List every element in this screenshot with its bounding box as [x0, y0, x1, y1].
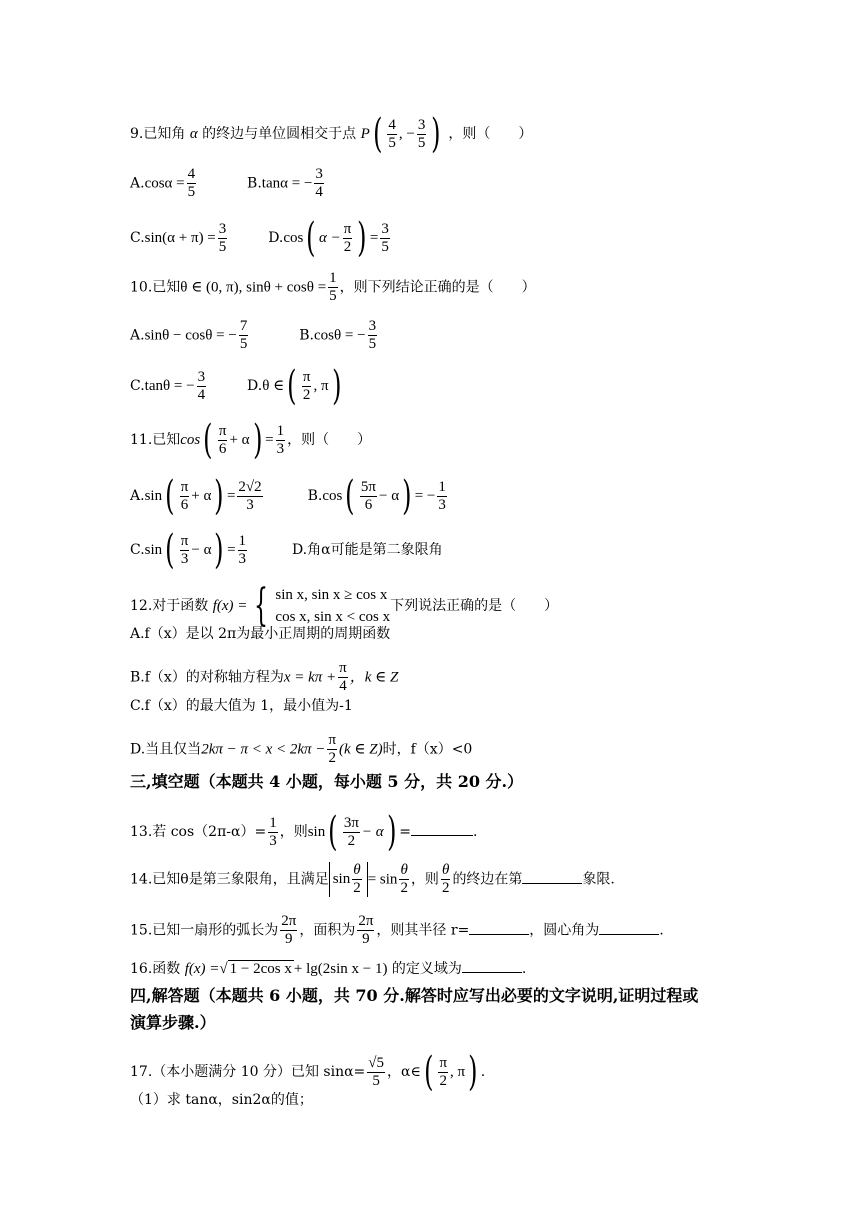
denominator: 3: [269, 832, 277, 849]
fraction: [268, 815, 278, 850]
paren: ): [468, 1049, 478, 1095]
q9-options-ab: [130, 166, 326, 201]
text: 象限.: [582, 871, 615, 888]
denominator: 6: [180, 496, 189, 513]
q16: [130, 958, 526, 979]
denominator: 9: [362, 931, 370, 947]
numerator: 3: [315, 166, 323, 182]
q10-options-ab: [130, 318, 379, 353]
text: 13.若 cos（2π-α）=: [130, 824, 267, 840]
text: ，圆心角为: [529, 922, 600, 939]
text: ，则: [410, 871, 439, 888]
expr: cos: [322, 488, 343, 504]
q10-stem: [130, 270, 536, 305]
paren: (: [328, 809, 338, 855]
text: 17.（本小题满分 10 分）已知 sinα=: [130, 1064, 366, 1080]
expr: f(x) =: [184, 961, 220, 977]
numerator: π: [339, 660, 347, 676]
expr: x = kπ +: [283, 669, 337, 686]
fraction: [302, 369, 312, 404]
expr: =: [369, 230, 379, 246]
text: .: [659, 922, 664, 939]
option-label: A.: [130, 175, 145, 192]
expr: + lg(2sin x − 1): [293, 961, 388, 977]
denominator: 2: [302, 386, 311, 403]
option-label: B.: [247, 175, 262, 192]
text: D.当且仅当: [130, 741, 202, 758]
q11-options-ab: [130, 473, 449, 519]
text: 16.函数: [130, 961, 181, 977]
text: 12.对于函数: [130, 598, 209, 614]
fraction: [387, 117, 397, 152]
text: 14.已知θ是第三象限角，且满足: [130, 871, 329, 888]
expr: cos: [180, 432, 201, 448]
denominator: 4: [315, 184, 323, 200]
q13: [130, 809, 478, 855]
denominator: 2: [439, 1072, 447, 1089]
fraction: [187, 166, 197, 201]
text: 的终边在第: [452, 871, 523, 888]
paren: (: [372, 111, 383, 157]
text: ，则（ ）: [287, 432, 372, 448]
expr: sin(α + π) =: [144, 230, 216, 246]
denominator: 3: [276, 440, 285, 457]
radicand: 1 − 2cos x: [229, 961, 292, 977]
answer-blank[interactable]: [411, 821, 473, 836]
numerator: π: [439, 1054, 448, 1071]
fraction: [180, 479, 190, 514]
q12-stem: [130, 580, 559, 631]
fraction: [218, 221, 228, 256]
q14: [130, 862, 615, 897]
option-label: B.: [307, 488, 323, 504]
numerator: 3: [381, 220, 389, 237]
fraction: [238, 533, 248, 568]
q17: [130, 1049, 486, 1095]
expr: α −: [318, 230, 341, 246]
denominator: 6: [218, 440, 227, 457]
numerator: 3: [218, 220, 227, 237]
option-label: D.: [247, 378, 263, 394]
q17-sub1: （1）求 tanα，sin2α的值；: [130, 1092, 313, 1108]
numerator: θ: [442, 862, 450, 878]
denominator: 2: [343, 238, 352, 255]
expr: − α: [379, 488, 400, 504]
denominator: 2: [441, 880, 450, 896]
text: ，面积为: [299, 922, 356, 939]
q9-options-cd: [130, 215, 392, 261]
numerator: π: [180, 478, 189, 495]
answer-blank[interactable]: [462, 958, 522, 973]
denominator: 5: [218, 238, 227, 255]
paren: ): [357, 215, 367, 261]
paren: (: [306, 215, 316, 261]
expr: sinθ − cosθ = −: [144, 327, 237, 344]
section-heading: 四,解答题（本题共 6 小题，共 70 分.解答时应写出必要的文字说明,证明过程或: [130, 986, 699, 1005]
text: ，α∈: [387, 1064, 421, 1080]
q12-option-c: [130, 696, 353, 716]
fraction: [399, 862, 409, 897]
denominator: 5: [381, 238, 389, 255]
brace: {: [254, 580, 269, 631]
fraction: [197, 369, 207, 404]
fraction: [239, 318, 249, 353]
numerator: 7: [239, 318, 248, 334]
text: =: [399, 824, 411, 840]
text: .: [521, 961, 527, 977]
denominator: 5: [417, 134, 426, 151]
paren: (: [165, 527, 175, 573]
numerator: 5π: [360, 478, 376, 495]
expr: f(x) =: [212, 598, 248, 614]
numerator: π: [302, 368, 311, 385]
expr: θ ∈: [262, 378, 285, 394]
expr: + α: [191, 488, 212, 504]
numerator: 4: [388, 116, 396, 133]
text: 的定义域为: [391, 961, 462, 977]
denominator: 9: [285, 931, 293, 947]
fraction: [380, 221, 390, 256]
text: ，则下列结论正确的是（ ）: [339, 279, 536, 296]
numerator: π: [328, 732, 337, 748]
option-label: C.: [130, 230, 145, 246]
expr: (k ∈ Z): [339, 741, 383, 758]
option-label: A.: [130, 327, 145, 344]
expr: cos: [283, 230, 304, 246]
denominator: 2: [353, 880, 361, 896]
expr: , π: [313, 378, 329, 394]
fraction: [314, 166, 324, 201]
text: 10.已知: [130, 279, 181, 296]
fraction: [218, 423, 228, 458]
fraction: [237, 479, 262, 514]
paren: ): [331, 363, 342, 409]
text: ，则其半径 r=: [376, 922, 470, 939]
text: ，则: [279, 824, 308, 840]
text: 11.已知: [130, 432, 181, 448]
expr: cosθ = −: [313, 327, 366, 344]
q15: [130, 913, 664, 948]
expr: =: [265, 432, 274, 448]
denominator: 3: [246, 496, 254, 513]
paren: ): [214, 473, 224, 519]
denominator: 3: [238, 550, 247, 567]
expr: − α: [191, 542, 212, 558]
numerator: √5: [368, 1054, 385, 1071]
fraction: [357, 913, 374, 948]
numerator: 3: [368, 318, 377, 334]
fraction: [438, 1055, 448, 1090]
point-label: P: [360, 126, 370, 142]
expr: , π: [450, 1064, 466, 1080]
fraction: [338, 660, 348, 695]
numerator: 1: [438, 478, 446, 495]
fraction: [343, 221, 353, 256]
expr: cosα =: [144, 175, 185, 192]
option-a: A.f（x）是以 2π为最小正周期的周期函数: [130, 626, 391, 642]
denominator: 5: [368, 336, 377, 352]
paren: ): [252, 417, 263, 463]
fraction: [441, 862, 451, 897]
fraction: [437, 479, 447, 514]
text: 的终边与单位圆相交于点: [202, 126, 357, 142]
expr: θ ∈ (0, π), sinθ + cosθ =: [180, 279, 327, 296]
expr: sin: [144, 542, 163, 558]
option-d: D.角α可能是第二象限角: [291, 542, 443, 558]
section-heading-cont: 演算步骤.）: [130, 1013, 216, 1032]
expr: =: [226, 488, 236, 504]
text: ，则（ ）: [448, 126, 533, 142]
option-label: B.: [299, 327, 314, 344]
denominator: 5: [239, 336, 248, 352]
expr: = sin: [367, 871, 398, 888]
expr: − α: [361, 824, 384, 840]
fraction: [180, 533, 190, 568]
answer-blank[interactable]: [469, 920, 529, 935]
numerator: 1: [329, 270, 337, 286]
expr: tanα = −: [261, 175, 313, 192]
paren: ): [386, 809, 397, 855]
q12-option-b: [130, 660, 398, 695]
numerator: 1: [276, 422, 285, 439]
fraction: [328, 270, 338, 305]
option-label: C.: [130, 378, 145, 394]
expr: sin: [332, 870, 351, 887]
numerator: 4: [187, 166, 196, 182]
expr: =: [227, 542, 236, 558]
numerator: 3π: [343, 814, 359, 831]
sqrt-sign: √: [219, 961, 228, 977]
comma: , −: [398, 126, 415, 142]
numerator: 3: [197, 368, 206, 385]
expr: sin: [307, 824, 326, 840]
denominator: 4: [197, 386, 206, 403]
fraction: [367, 1055, 385, 1090]
paren: (: [423, 1049, 434, 1095]
expr: ，k ∈ Z: [349, 669, 399, 686]
denominator: 5: [329, 288, 337, 304]
q12-option-d: [130, 732, 472, 767]
case: cos x, sin x < cos x: [275, 609, 391, 625]
text: 下列说法正确的是（ ）: [390, 598, 559, 614]
numerator: π: [343, 220, 352, 237]
text: 15.已知一扇形的弧长为: [130, 922, 279, 939]
paren: (: [287, 363, 297, 409]
fraction: [417, 117, 427, 152]
fraction: [276, 423, 286, 458]
q11-stem: [130, 417, 372, 463]
paren: ): [214, 527, 224, 573]
option-label: A.: [130, 488, 145, 504]
paren: (: [345, 473, 355, 519]
numerator: 2π: [358, 913, 374, 929]
numerator: π: [180, 532, 189, 549]
paren: (: [165, 473, 175, 519]
denominator: 3: [180, 550, 189, 567]
denominator: 3: [438, 496, 446, 513]
denominator: 5: [372, 1072, 380, 1089]
numerator: 1: [238, 532, 247, 549]
denominator: 5: [187, 184, 196, 200]
denominator: 2: [328, 750, 336, 766]
expr: = −: [414, 488, 436, 504]
expr: + α: [229, 432, 250, 448]
denominator: 6: [364, 496, 373, 513]
answer-blank[interactable]: [522, 869, 582, 884]
text: .: [473, 824, 478, 840]
expr: 2kπ − π < x < 2kπ −: [201, 741, 326, 758]
numerator: θ: [353, 862, 361, 878]
fraction: [368, 318, 378, 353]
alpha-symbol: α: [189, 126, 198, 142]
absolute-value: [329, 862, 368, 897]
numerator: π: [218, 422, 227, 439]
option-label: C.: [130, 542, 145, 558]
denominator: 5: [388, 134, 396, 151]
numerator: 1: [269, 814, 277, 831]
q10-options-cd: [130, 363, 344, 409]
numerator: θ: [400, 862, 408, 878]
text: 时，f（x）<0: [382, 741, 473, 758]
expr: tanθ = −: [144, 378, 195, 394]
option-label: D.: [268, 230, 284, 246]
fraction: [327, 732, 337, 767]
denominator: 2: [347, 832, 356, 849]
denominator: 2: [400, 880, 408, 896]
text: .: [480, 1064, 486, 1080]
answer-blank[interactable]: [599, 920, 659, 935]
numerator: 3: [417, 116, 426, 133]
paren: ): [402, 473, 412, 519]
fraction: [343, 815, 360, 850]
q11-options-cd: [130, 527, 443, 573]
piecewise-cases: [275, 584, 390, 628]
paren: (: [203, 417, 213, 463]
fraction: [280, 913, 297, 948]
denominator: 4: [339, 678, 347, 694]
fraction: [360, 479, 377, 514]
case: sin x, sin x ≥ cos x: [275, 587, 388, 603]
numerator: 2√2: [238, 478, 262, 495]
section-heading: 三,填空题（本题共 4 小题，每小题 5 分，共 20 分.）: [130, 772, 524, 791]
paren: ): [431, 111, 441, 157]
q9-stem: [130, 111, 533, 157]
fraction: [352, 862, 362, 897]
numerator: 2π: [281, 913, 297, 929]
expr: sin: [144, 488, 163, 504]
q12-option-a: [130, 624, 390, 644]
text: B.f（x）的对称轴方程为: [130, 669, 284, 686]
text: 9.已知角: [130, 126, 186, 142]
option-c: C.f（x）的最大值为 1，最小值为-1: [130, 698, 353, 714]
